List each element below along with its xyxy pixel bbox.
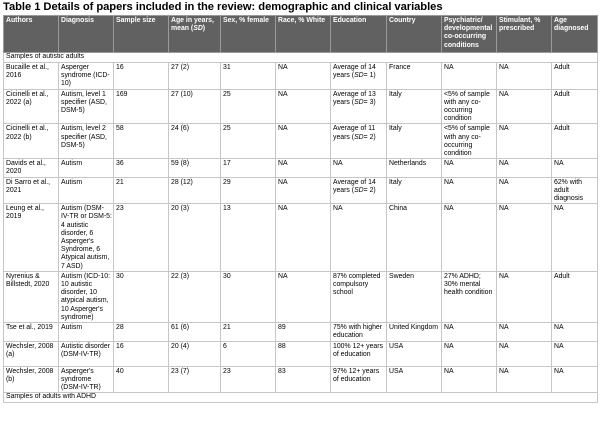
table-cell: 28 bbox=[114, 323, 169, 341]
table-cell: Autistic disorder (DSM-IV-TR) bbox=[59, 341, 114, 366]
table-cell: NA bbox=[497, 271, 552, 322]
table-cell: Cicinelli et al., 2022 (a) bbox=[4, 89, 59, 124]
table-cell: NA bbox=[442, 366, 497, 393]
table-row bbox=[4, 204, 598, 272]
cell-text-post: = 2) bbox=[363, 133, 376, 141]
table-cell: 17 bbox=[221, 159, 276, 177]
table-cell: 75% with higher education bbox=[331, 323, 387, 341]
table-cell: <5% of sample with any co-occurring condition bbox=[442, 124, 497, 159]
table-cell: 36 bbox=[114, 159, 169, 177]
cell-text-pre: Stimulant, % prescribed bbox=[499, 17, 541, 33]
table-body bbox=[4, 53, 598, 403]
column-header bbox=[331, 16, 387, 53]
table-cell: NA bbox=[497, 323, 552, 341]
cell-text-pre: Age in years, mean ( bbox=[171, 17, 214, 33]
table-cell: Autism, level 1 specifier (ASD, DSM-5) bbox=[59, 89, 114, 124]
table-cell: 31 bbox=[221, 63, 276, 90]
cell-text-italic: SD bbox=[354, 133, 364, 141]
table-cell: 25 bbox=[221, 124, 276, 159]
cell-text-italic: SD bbox=[354, 72, 364, 80]
table-cell: 62% with adult diagnosis bbox=[552, 177, 598, 204]
table-cell: NA bbox=[497, 89, 552, 124]
section-row bbox=[4, 53, 598, 63]
table-cell: NA bbox=[497, 204, 552, 272]
cell-text-pre: Diagnosis bbox=[61, 17, 94, 24]
table-cell: 40 bbox=[114, 366, 169, 393]
table-cell: NA bbox=[442, 341, 497, 366]
column-header bbox=[59, 16, 114, 53]
cell-text-italic: SD bbox=[354, 186, 364, 194]
table-cell: 28 (12) bbox=[169, 177, 221, 204]
table-cell: NA bbox=[331, 159, 387, 177]
table-header-row bbox=[4, 16, 598, 53]
table-cell: NA bbox=[276, 177, 331, 204]
table-cell: NA bbox=[331, 204, 387, 272]
cell-text-pre: Average of 13 years ( bbox=[333, 90, 376, 106]
table-cell: 97% 12+ years of education bbox=[331, 366, 387, 393]
table-cell: 87% completed compulsory school bbox=[331, 271, 387, 322]
section-label: Samples of adults with ADHD bbox=[4, 393, 598, 403]
table-cell: 23 bbox=[221, 366, 276, 393]
table-cell: 30 bbox=[114, 271, 169, 322]
column-header bbox=[497, 16, 552, 53]
cell-text-italic: SD bbox=[193, 25, 203, 33]
table-cell: 16 bbox=[114, 341, 169, 366]
table-cell: USA bbox=[387, 366, 442, 393]
table-cell: 24 (6) bbox=[169, 124, 221, 159]
table-cell: USA bbox=[387, 341, 442, 366]
table-cell: 169 bbox=[114, 89, 169, 124]
table-cell: NA bbox=[276, 89, 331, 124]
cell-text-post: = 1) bbox=[363, 72, 376, 80]
table-cell: 22 (3) bbox=[169, 271, 221, 322]
column-header bbox=[4, 16, 59, 53]
table-row bbox=[4, 89, 598, 124]
column-header bbox=[169, 16, 221, 53]
table-cell: Asperger syndrome (ICD-10) bbox=[59, 63, 114, 90]
table-cell: 59 (8) bbox=[169, 159, 221, 177]
table-cell: NA bbox=[442, 177, 497, 204]
table-cell: Italy bbox=[387, 89, 442, 124]
table-cell: NA bbox=[276, 204, 331, 272]
table-cell: NA bbox=[442, 204, 497, 272]
section-label: Samples of autistic adults bbox=[4, 53, 598, 63]
table-cell: 20 (4) bbox=[169, 341, 221, 366]
papers-table bbox=[3, 15, 598, 403]
cell-text-pre: Age diagnosed bbox=[554, 17, 589, 33]
cell-text-pre: Average of 14 years ( bbox=[333, 64, 376, 80]
table-cell: NA bbox=[442, 63, 497, 90]
table-cell: 89 bbox=[276, 323, 331, 341]
table-cell: Tse et al., 2019 bbox=[4, 323, 59, 341]
cell-text-post: = 3) bbox=[363, 98, 376, 106]
cell-text-pre: Psychiatric/ developmental co-occurring conditions bbox=[444, 17, 493, 49]
table-cell: NA bbox=[276, 159, 331, 177]
table-title: Table 1 Details of papers included in the review: demographic and clinical variables bbox=[3, 1, 443, 13]
table-cell: 100% 12+ years of education bbox=[331, 341, 387, 366]
cell-text-pre: Sex, % female bbox=[223, 17, 269, 24]
table-cell: Autism, level 2 specifier (ASD, DSM-5) bbox=[59, 124, 114, 159]
table-cell: Adult bbox=[552, 63, 598, 90]
table-cell bbox=[331, 124, 387, 159]
table-cell: United Kingdom bbox=[387, 323, 442, 341]
cell-text-post: = 2) bbox=[363, 186, 376, 194]
table-cell: NA bbox=[497, 159, 552, 177]
table-cell: Adult bbox=[552, 124, 598, 159]
table-cell: NA bbox=[497, 124, 552, 159]
table-cell: NA bbox=[442, 323, 497, 341]
cell-text-pre: Country bbox=[389, 17, 416, 24]
column-header bbox=[221, 16, 276, 53]
table-cell bbox=[331, 89, 387, 124]
cell-text-pre: Sample size bbox=[116, 17, 156, 24]
table-cell: Sweden bbox=[387, 271, 442, 322]
table-cell: France bbox=[387, 63, 442, 90]
table-cell: Autism (DSM-IV-TR or DSM-5: 4 autistic disorder, 6 Asperger's Syndrome, 6 Atypical autism, 7 ASD) bbox=[59, 204, 114, 272]
table-cell: Cicinelli et al., 2022 (b) bbox=[4, 124, 59, 159]
cell-text-pre: Education bbox=[333, 17, 367, 24]
table-cell: Nyrenius & Billstedt, 2020 bbox=[4, 271, 59, 322]
table-cell: 27% ADHD; 30% mental health condition bbox=[442, 271, 497, 322]
table-cell: Autism bbox=[59, 177, 114, 204]
table-cell: Adult bbox=[552, 89, 598, 124]
table-cell: 20 (3) bbox=[169, 204, 221, 272]
table-cell: China bbox=[387, 204, 442, 272]
cell-text-pre: Race, % White bbox=[278, 17, 326, 24]
table-cell: 6 bbox=[221, 341, 276, 366]
table-cell: Autism bbox=[59, 323, 114, 341]
table-cell: 29 bbox=[221, 177, 276, 204]
cell-text-pre: Average of 14 years ( bbox=[333, 178, 376, 194]
table-row bbox=[4, 271, 598, 322]
table-row bbox=[4, 159, 598, 177]
column-header bbox=[387, 16, 442, 53]
table-row bbox=[4, 124, 598, 159]
table-cell: Wechsler, 2008 (b) bbox=[4, 366, 59, 393]
table-cell: Italy bbox=[387, 124, 442, 159]
table-cell: NA bbox=[552, 341, 598, 366]
table-cell: NA bbox=[497, 366, 552, 393]
table-cell: 27 (2) bbox=[169, 63, 221, 90]
table-cell: 30 bbox=[221, 271, 276, 322]
table-row bbox=[4, 323, 598, 341]
table-cell: NA bbox=[497, 63, 552, 90]
section-row bbox=[4, 393, 598, 403]
table-row bbox=[4, 366, 598, 393]
table-cell: 61 (6) bbox=[169, 323, 221, 341]
table-cell: NA bbox=[276, 63, 331, 90]
column-header bbox=[442, 16, 497, 53]
table-cell: Autism (ICD-10: 10 autistic disorder, 10 atypical autism, 10 Asperger's syndrome) bbox=[59, 271, 114, 322]
table-cell: Asperger's syndrome (DSM-IV-TR) bbox=[59, 366, 114, 393]
table-cell: NA bbox=[552, 159, 598, 177]
table-cell: Italy bbox=[387, 177, 442, 204]
table-cell: 21 bbox=[221, 323, 276, 341]
table-row bbox=[4, 63, 598, 90]
column-header bbox=[276, 16, 331, 53]
column-header bbox=[552, 16, 598, 53]
table-cell: 16 bbox=[114, 63, 169, 90]
table-cell: 27 (10) bbox=[169, 89, 221, 124]
table-cell: Di Sarro et al., 2021 bbox=[4, 177, 59, 204]
table-cell: 88 bbox=[276, 341, 331, 366]
table-row bbox=[4, 177, 598, 204]
table-cell: Netherlands bbox=[387, 159, 442, 177]
table-cell: NA bbox=[552, 323, 598, 341]
table-row bbox=[4, 341, 598, 366]
table-cell: NA bbox=[442, 159, 497, 177]
table-cell: Leung et al., 2019 bbox=[4, 204, 59, 272]
table-cell: NA bbox=[552, 366, 598, 393]
cell-text-pre: Authors bbox=[6, 17, 33, 24]
table-cell: Davids et al., 2020 bbox=[4, 159, 59, 177]
table-cell: NA bbox=[552, 204, 598, 272]
table-cell: 25 bbox=[221, 89, 276, 124]
cell-text-pre: Average of 11 years ( bbox=[333, 125, 376, 141]
table-cell: <5% of sample with any co-occurring condition bbox=[442, 89, 497, 124]
table-cell: NA bbox=[276, 271, 331, 322]
table-cell: NA bbox=[497, 341, 552, 366]
cell-text-italic: SD bbox=[354, 98, 364, 106]
column-header bbox=[114, 16, 169, 53]
table-cell: Autism bbox=[59, 159, 114, 177]
table-cell: 58 bbox=[114, 124, 169, 159]
table-cell: Bucaille et al., 2016 bbox=[4, 63, 59, 90]
table-cell: 83 bbox=[276, 366, 331, 393]
cell-text-post: ) bbox=[202, 25, 206, 33]
table-cell: NA bbox=[276, 124, 331, 159]
table-cell: 21 bbox=[114, 177, 169, 204]
table-cell: NA bbox=[497, 177, 552, 204]
table-cell bbox=[331, 63, 387, 90]
table-cell: Adult bbox=[552, 271, 598, 322]
table-cell: 23 bbox=[114, 204, 169, 272]
table-cell: 13 bbox=[221, 204, 276, 272]
table-cell bbox=[331, 177, 387, 204]
table-cell: Wechsler, 2008 (a) bbox=[4, 341, 59, 366]
table-cell: 23 (7) bbox=[169, 366, 221, 393]
